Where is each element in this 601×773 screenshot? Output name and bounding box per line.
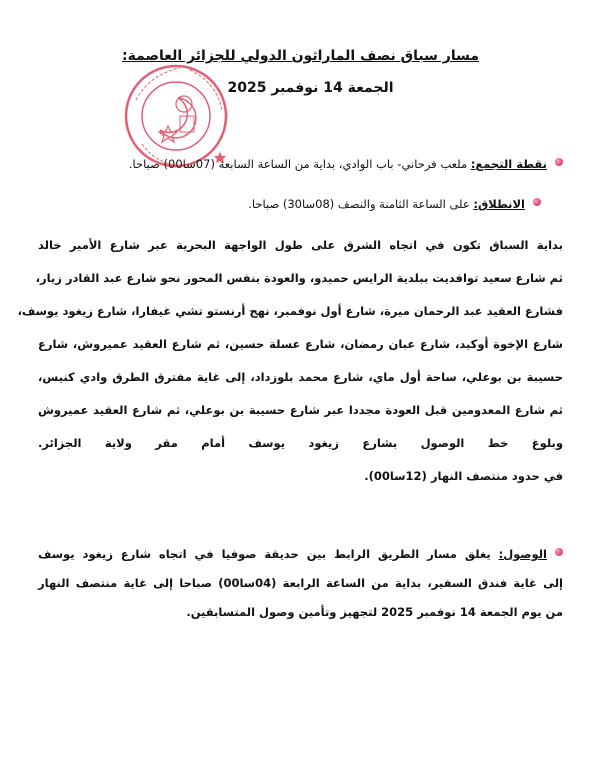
route-line: ثم شارع المعدومين قبل العودة مجددا عبر شارع حسيبة بن بوعلي، ثم شارع العقيد عميروش bbox=[38, 403, 563, 417]
gathering-point bbox=[40, 156, 563, 172]
route-line: وبلوغ خط الوصول بشارع زيغود يوسف أمام مقر ولاية الجزائر. bbox=[38, 436, 563, 450]
route-line: ثم شارع سعيد توافديت ببلدية الرايس حميدو، والعودة بنفس المحور نحو شارع عبد القادر زيار، bbox=[35, 271, 563, 285]
route-line: بداية السباق تكون في اتجاه الشرق على طول الواجهة البحرية عبر شارع الأمير خالد bbox=[38, 238, 563, 252]
route-description bbox=[17, 229, 563, 493]
route-line: فشارع العقيد عبد الرحمان ميرة، شارع أول نوفمبر، نهج أرنستو تشي غيفارا، شارع زيغود يوسف، bbox=[17, 304, 563, 318]
document-title bbox=[0, 48, 601, 64]
arrival-text: يغلق مسار الطريق الرابط بين حديقة صوفيا في اتجاه شارع زيغود يوسف bbox=[38, 547, 491, 561]
gathering-label: نقطة التجمع: bbox=[470, 157, 547, 171]
route-line: شارع الإخوة أوكيد، شارع عبان رمضان، شارع عسلة حسين، ثم شارع العقيد عميروش، شارع bbox=[38, 337, 563, 351]
title-text: مسار سباق نصف الماراثون الدولي للجزائر العاصمة: bbox=[121, 48, 479, 64]
arrival-line-3: من يوم الجمعة 14 نوفمبر 2025 لتجهيز وتأمين وصول المتسابقين. bbox=[186, 605, 563, 619]
arrival-section bbox=[38, 540, 563, 627]
bullet-icon bbox=[555, 548, 563, 556]
start-time bbox=[40, 196, 541, 212]
bullet-icon bbox=[555, 158, 563, 166]
event-date: الجمعة 14 نوفمبر 2025 bbox=[227, 80, 394, 96]
arrival-line-2: إلى غاية فندق السفير، بداية من الساعة الرابعة (04سا00) صباحا إلى غاية منتصف النهار bbox=[38, 576, 563, 590]
start-text: على الساعة الثامنة والنصف (08سا30) صباحا. bbox=[248, 197, 470, 211]
route-line: في حدود منتصف النهار (12سا00). bbox=[364, 469, 563, 483]
start-label: الانطلاق: bbox=[473, 197, 525, 211]
route-line: حسيبة بن بوعلي، ساحة أول ماي، شارع محمد بلوزداد، إلى غاية مفترق الطرق وادي كنيس، bbox=[38, 370, 563, 384]
arrival-label: الوصول: bbox=[498, 547, 547, 561]
bullet-icon bbox=[533, 198, 541, 206]
arrival-line-1 bbox=[38, 540, 563, 569]
gathering-text: ملعب فرحاني- باب الوادي، بداية من الساعة السابعة (07سا00) صباحا. bbox=[128, 157, 468, 171]
